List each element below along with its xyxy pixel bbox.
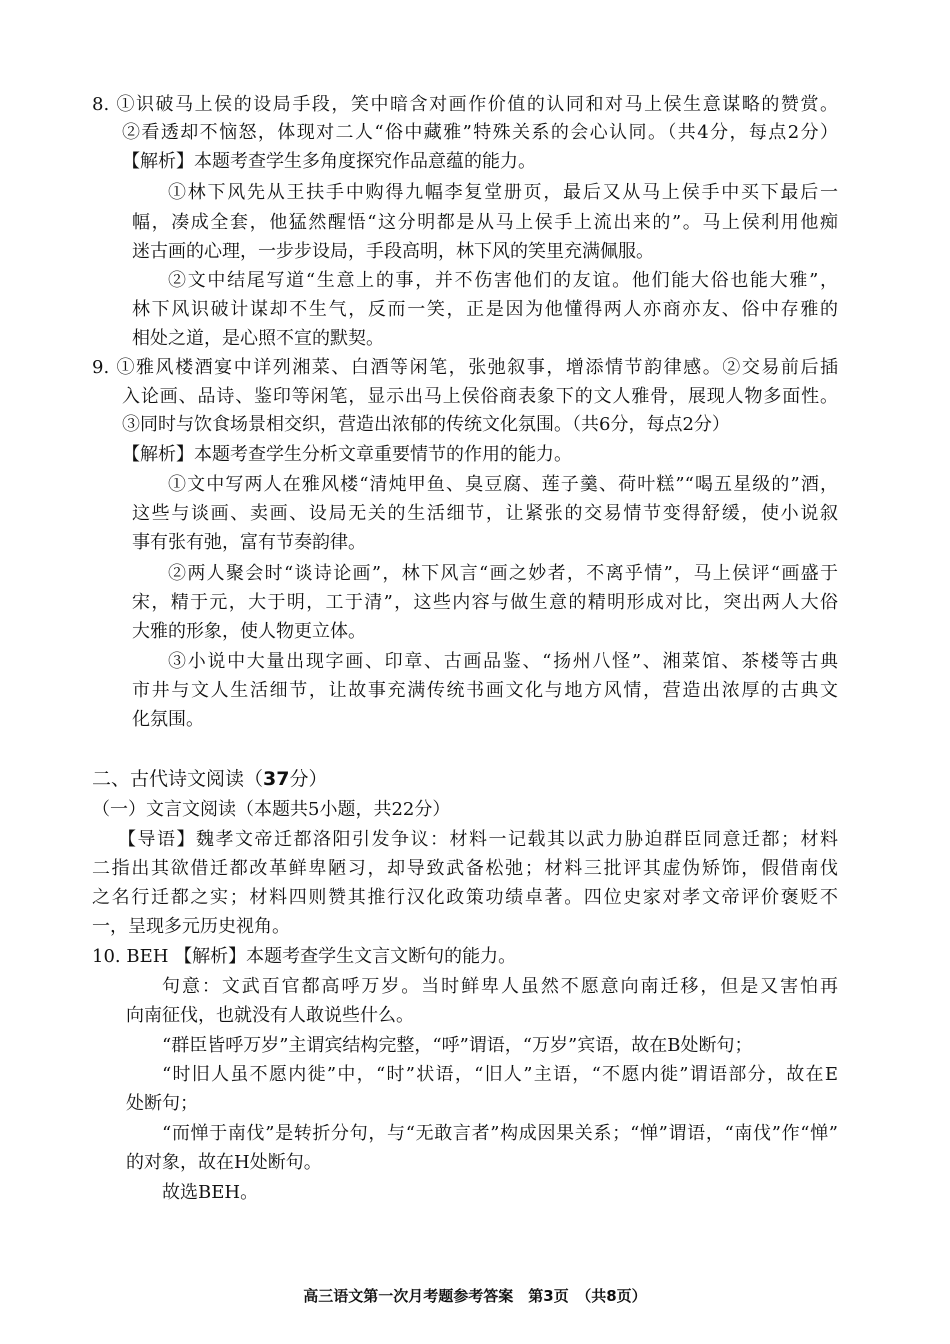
q9-answer-line-1: 9. ①雅风楼酒宴中详列湘菜、白酒等闲笔，张弛叙事，增添情节韵律感。②交易前后插 (92, 357, 838, 378)
q9-analysis-heading: 【解析】本题考查学生分析文章重要情节的作用的能力。 (122, 444, 572, 465)
classical-chinese-subtitle: （一）文言文阅读（本题共5小题，共22分） (92, 799, 451, 820)
q9-analysis-p1-line-1: ①文中写两人在雅风楼“清炖甲鱼、臭豆腐、莲子羹、荷叶糕”“喝五星级的”酒， (168, 474, 838, 495)
q8-analysis-p1-line-1: ①林下风先从王扶手中购得九幅李复堂册页，最后又从马上侯手中买下最后一 (168, 182, 838, 203)
q8-analysis-p1-line-3: 迷古画的心理，一步步设局，手段高明，林下风的笑里充满佩服。 (132, 241, 654, 262)
q9-analysis-p3-line-3: 化氛围。 (132, 709, 204, 730)
q8-analysis-p2-line-2: 林下风识破计谋却不生气，反而一笑，正是因为他懂得两人亦商亦友、俗中存雅的 (132, 299, 838, 320)
q9-analysis-p2-line-1: ②两人聚会时“谈诗论画”，林下风言“画之妙者，不离乎情”，马上侯评“画盛于 (168, 563, 838, 584)
section-2-title-prefix: 二、古代诗文阅读（ (92, 768, 264, 790)
q10-meaning-line-2: 向南征伐，也就没有人敢说些什么。 (126, 1005, 414, 1026)
q8-answer-line-1: 8. ①识破马上侯的设局手段，笑中暗含对画作价值的认同和对马上侯生意谋略的赞赏。 (92, 94, 838, 115)
q10-reason-2-line-2: 处断句； (126, 1093, 198, 1114)
intro-line-2: 二指出其欲借迁都改革鲜卑陋习，却导致武备松弛；材料三批评其虚伪矫饰，假借南伐 (92, 858, 838, 879)
section-2-score: 37 (263, 768, 290, 790)
q10-reason-3-line-2: 的对象，故在H处断句。 (126, 1152, 322, 1173)
q9-analysis-p2-line-3: 大雅的形象，使人物更立体。 (132, 621, 366, 642)
q9-answer-line-3: ③同时与饮食场景相交织，营造出浓郁的传统文化氛围。（共6分，每点2分） (122, 414, 730, 435)
q9-answer-line-2: 入论画、品诗、鉴印等闲笔，显示出马上侯俗商表象下的文人雅骨，展现人物多面性。 (122, 386, 838, 407)
q8-answer-line-2: ②看透却不恼怒，体现对二人“俗中藏雅”特殊关系的会心认同。（共4分，每点2分） (122, 122, 838, 143)
q8-analysis-heading: 【解析】本题考查学生多角度探究作品意蕴的能力。 (122, 151, 536, 172)
q8-analysis-p2-line-1: ②文中结尾写道“生意上的事，并不伤害他们的友谊。他们能大俗也能大雅”， (168, 270, 838, 291)
section-2-title (92, 766, 327, 792)
q8-analysis-p2-line-3: 相处之道，是心照不宣的默契。 (132, 328, 384, 349)
q9-analysis-p1-line-2: 这些与谈画、卖画、设局无关的生活细节，让紧张的交易情节变得舒缓，使小说叙 (132, 503, 838, 524)
q10-final-answer: 故选BEH。 (162, 1182, 259, 1203)
q9-analysis-p2-line-2: 宋，精于元，大于明，工于清”，这些内容与做生意的精明形成对比，突出两人大俗 (132, 592, 838, 613)
q10-meaning-line-1: 句意：文武百官都高呼万岁。当时鲜卑人虽然不愿意向南迁移，但是又害怕再 (162, 976, 838, 997)
intro-line-1: 【导语】魏孝文帝迁都洛阳引发争议：材料一记载其以武力胁迫群臣同意迁都；材料 (118, 829, 838, 850)
q10-answer-heading: 10. BEH 【解析】本题考查学生文言文断句的能力。 (92, 946, 517, 967)
q10-reason-1: “群臣皆呼万岁”主谓宾结构完整，“呼”谓语，“万岁”宾语，故在B处断句； (162, 1035, 753, 1056)
intro-line-4: 一，呈现多元历史视角。 (92, 916, 290, 937)
section-2-title-suffix: 分） (289, 768, 328, 790)
q9-analysis-p3-line-1: ③小说中大量出现字画、印章、古画品鉴、“扬州八怪”、湘菜馆、茶楼等古典 (168, 651, 838, 672)
q9-analysis-p3-line-2: 市井与文人生活细节，让故事充满传统书画文化与地方风情，营造出浓厚的古典文 (132, 680, 838, 701)
q8-analysis-p1-line-2: 幅，凑成全套，他猛然醒悟“这分明都是从马上侯手上流出来的”。马上侯利用他痴 (132, 212, 838, 233)
q9-analysis-p1-line-3: 事有张有弛，富有节奏韵律。 (132, 532, 366, 553)
intro-line-3: 之名行迁都之实；材料四则赞其推行汉化政策功绩卓著。四位史家对孝文帝评价褒贬不 (92, 887, 838, 908)
q10-reason-2-line-1: “时旧人虽不愿内徙”中，“时”状语，“旧人”主语，“不愿内徙”谓语部分，故在E (162, 1064, 838, 1085)
q10-reason-3-line-1: “而惮于南伐”是转折分句，与“无敢言者”构成因果关系；“惮”谓语，“南伐”作“惮” (162, 1123, 838, 1144)
page-footer: 高三语文第一次月考题参考答案 第3页 （共8页） (303, 1287, 647, 1305)
